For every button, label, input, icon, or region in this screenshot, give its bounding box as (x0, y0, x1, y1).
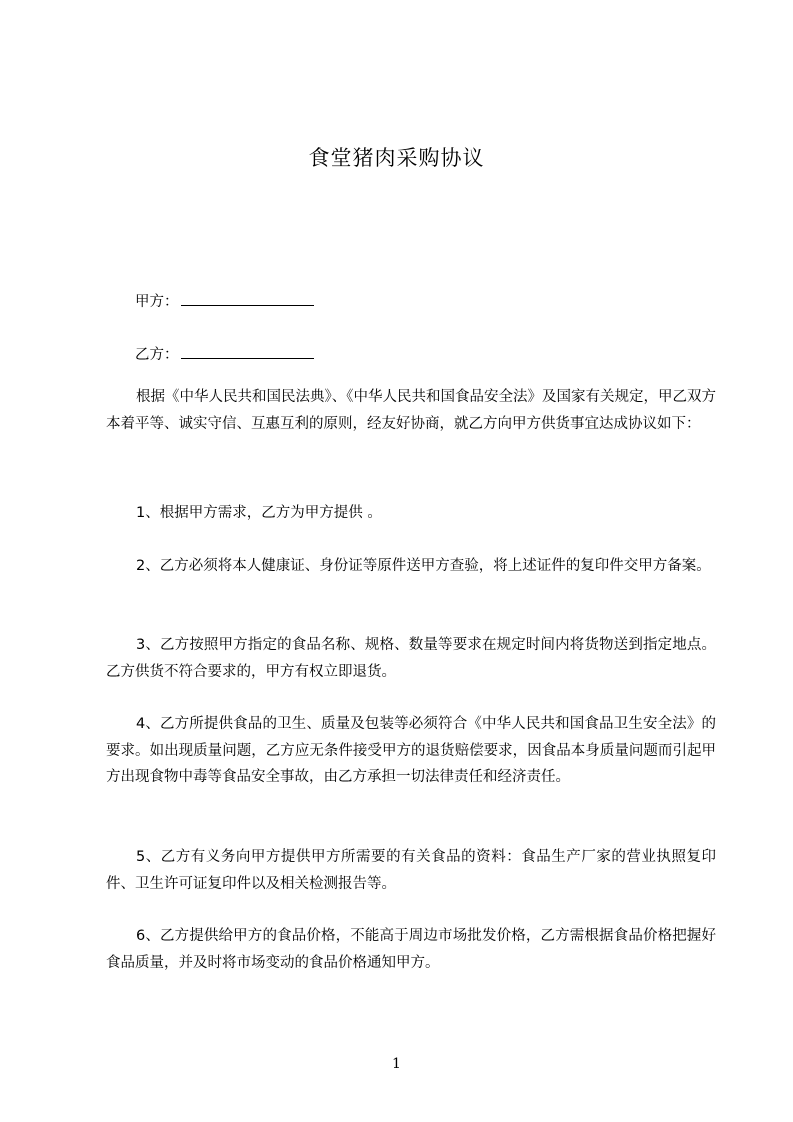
clause-5: 5、乙方有义务向甲方提供甲方所需要的有关食品的资料：食品生产厂家的营业执照复印件、卫生许可证复印件以及相关检测报告等。 (106, 849, 716, 892)
party-a-label: 甲方： (135, 294, 179, 310)
party-b-line (135, 344, 314, 365)
document-title: 食堂猪肉采购协议 (308, 146, 485, 170)
party-a-blank (181, 291, 314, 306)
party-b-label: 乙方： (135, 347, 179, 363)
clause-3: 3、乙方按照甲方指定的食品名称、规格、数量等要求在规定时间内将货物送到指定地点。乙方供货不符合要求的，甲方有权立即退货。 (106, 637, 716, 680)
intro-paragraph: 根据《中华人民共和国民法典》、《中华人民共和国食品安全法》及国家有关规定，甲乙双方本着平等、诚实守信、互惠互利的原则，经友好协商，就乙方向甲方供货事宜达成协议如下： (106, 389, 716, 432)
clause-4: 4、乙方所提供食品的卫生、质量及包装等必须符合《中华人民共和国食品卫生安全法》的要求。如出现质量问题，乙方应无条件接受甲方的退货赔偿要求，因食品本身质量问题而引起甲方出现食物中毒等食品安全事故，由乙方承担一切法律责任和经济责任。 (106, 716, 716, 785)
clause-6: 6、乙方提供给甲方的食品价格，不能高于周边市场批发价格，乙方需根据食品价格把握好食品质量，并及时将市场变动的食品价格通知甲方。 (106, 928, 716, 971)
clause-1: 1、根据甲方需求，乙方为甲方提供 。 (136, 505, 382, 521)
clause-2: 2、乙方必须将本人健康证、身份证等原件送甲方查验，将上述证件的复印件交甲方备案。 (136, 558, 711, 574)
party-b-blank (181, 344, 314, 359)
party-a-line (135, 291, 314, 312)
page-number: 1 (392, 1056, 401, 1072)
